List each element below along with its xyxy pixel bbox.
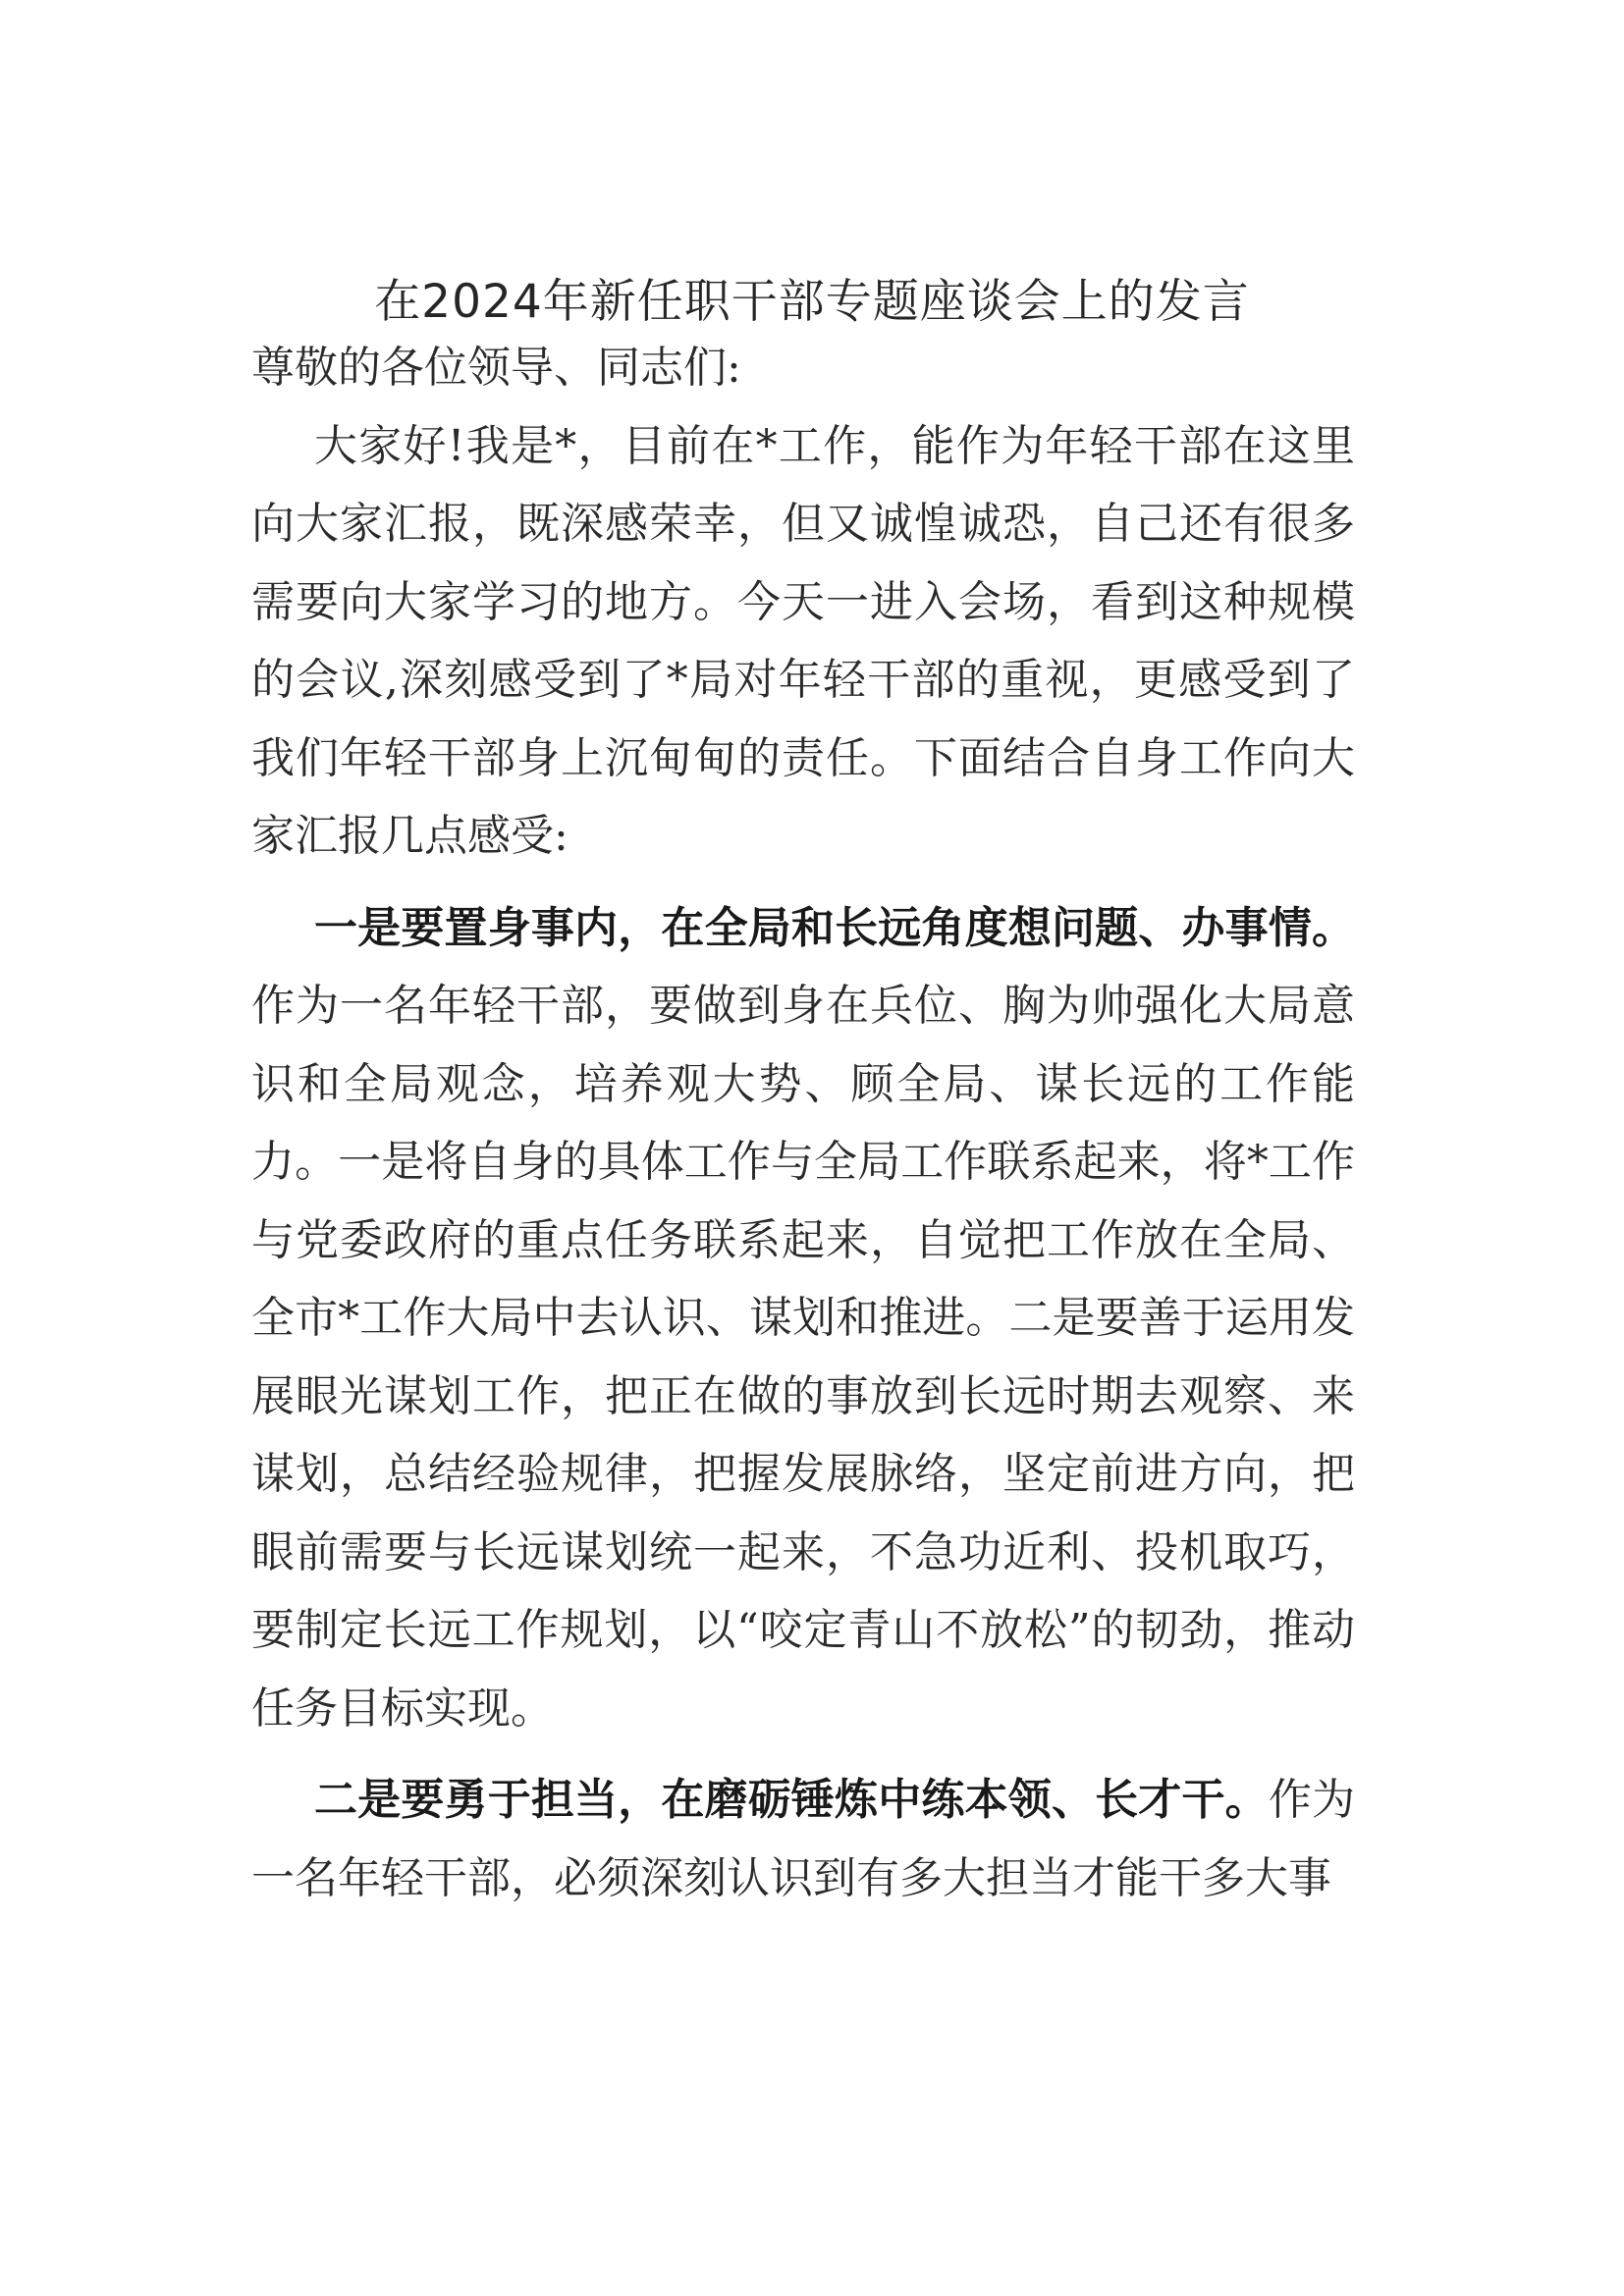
section-text-2: 作为一名年轻干部，必须深刻认识到有多大担当才能干多大事: [251, 1775, 1356, 1903]
section-text-1: 作为一名年轻干部，要做到身在兵位、胸为帅强化大局意识和全局观念，培养观大势、顾全局、谋长远的工作能力。一是将自身的具体工作与全局工作联系起来，将*工作与党委政府的重点任务联系起来，自觉把工作放在全局、全市*工作大局中去认识、谋划和推进。二是要善于运用发展眼光谋划工作，把正在做的事放到长远时期去观察、来谋划，总结经验规律，把握发展脉络，坚定前进方向，把眼前需要与长远谋划统一起来，不急功近利、投机取巧，要制定长远工作规划，以“咬定青山不放松”的韧劲，推动任务目标实现。: [251, 981, 1355, 1734]
section-paragraph-1: [251, 889, 1355, 1748]
document-body: [251, 329, 1355, 1917]
section-heading-1: 一是要置身事内，在全局和长远角度想问题、办事情。: [314, 902, 1355, 953]
section-paragraph-2: [251, 1761, 1355, 1917]
document-title: 在2024年新任职干部专题座谈会上的发言: [374, 275, 1250, 329]
section-heading-2: 二是要勇于担当，在磨砺锤炼中练本领、长才干。: [314, 1775, 1269, 1825]
salutation: 尊敬的各位领导、同志们:: [251, 343, 741, 393]
intro-paragraph: 大家好!我是*，目前在*工作，能作为年轻干部在这里向大家汇报，既深感荣幸，但又诚惶诚恐，自己还有很多需要向大家学习的地方。今天一进入会场，看到这种规模的会议,深刻感受到了*局对年轻干部的重视，更感受到了我们年轻干部身上沉甸甸的责任。下面结合自身工作向大家汇报几点感受:: [251, 420, 1355, 861]
